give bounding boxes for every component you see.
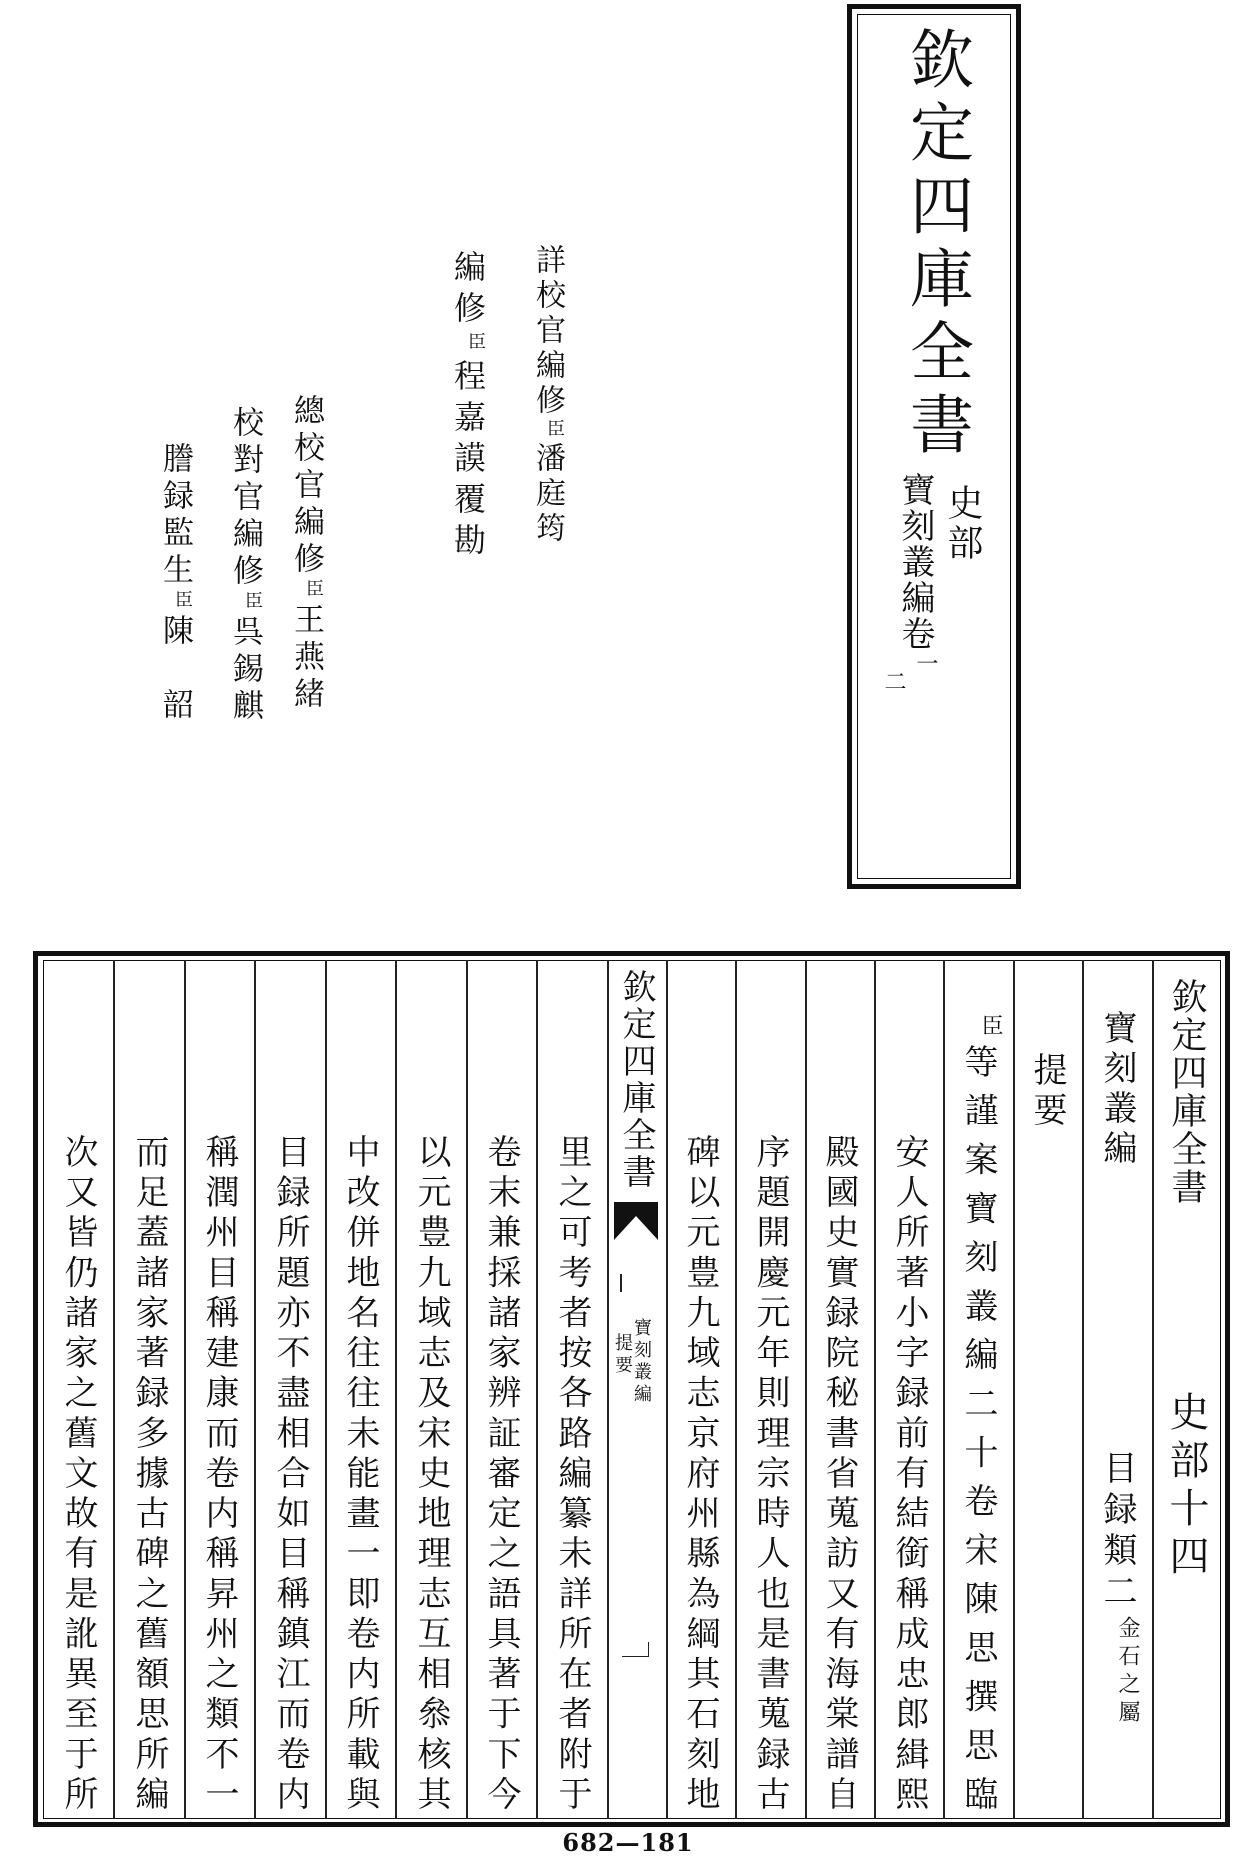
credit-line-collator <box>228 406 263 726</box>
text-line: 卷末兼採諸家辨証審定之語具著于下今 <box>481 1134 521 1810</box>
center-column-title: 欽定四庫全書 <box>616 969 656 1191</box>
column-rule <box>1013 960 1015 1819</box>
folio-book-title: 寶刻叢編 <box>1097 1010 1137 1170</box>
center-column-tick <box>620 1274 622 1292</box>
title-box-title: 欽定四庫全書 <box>899 26 973 464</box>
title-box-section: 史部 <box>942 484 983 564</box>
column-rule <box>536 960 538 1819</box>
folio-header-title: 欽定四庫全書 <box>1166 978 1207 1206</box>
credit-chen: 臣 <box>303 579 324 603</box>
credit-name: 程嘉謨覆勘 <box>449 359 487 564</box>
column-rule <box>254 960 256 1819</box>
text-line: 稱潤州目稱建康而卷内稱昇州之類不一 <box>199 1134 239 1810</box>
memorial-prefix: 臣 <box>978 1014 1003 1036</box>
credit-chen: 臣 <box>544 419 565 442</box>
credit-line-proofreader <box>530 244 564 547</box>
credit-office: 校對官編修 <box>227 406 263 591</box>
credit-chen: 臣 <box>465 332 486 359</box>
credit-name: 呉錫麒 <box>227 615 263 726</box>
credit-name: 王燕緒 <box>288 603 324 714</box>
title-box-volume: 寶刻叢編卷 <box>895 472 935 652</box>
column-rule <box>1152 960 1154 1819</box>
center-column-rule-left <box>607 960 609 1819</box>
center-column-bracket <box>622 1642 649 1657</box>
credit-name: 陳 韶 <box>157 614 193 725</box>
credit-name: 潘庭筠 <box>530 442 565 547</box>
credit-chen: 臣 <box>242 591 263 615</box>
text-line: 而足蓋諸家著録多據古碑之舊額思所編 <box>129 1134 169 1810</box>
text-line: 序題開慶元年則理宗時人也是書蒐録古 <box>750 1134 790 1810</box>
text-line: 里之可考者按各路編纂未詳所在者附于 <box>552 1134 592 1810</box>
column-rule <box>113 960 115 1819</box>
credit-office: 詳校官編修 <box>530 244 565 419</box>
center-column-rule-right <box>666 960 668 1819</box>
column-rule <box>805 960 807 1819</box>
folio-category-note: 金石之屬 <box>1115 1616 1140 1728</box>
credit-line-chief-collator <box>289 394 324 714</box>
column-rule <box>943 960 945 1819</box>
title-box-volume-note-right: 一 <box>913 652 938 674</box>
credit-line-reviewer <box>450 250 486 564</box>
text-line: 安人所著小字録前有結銜稱成忠郎緝熙 <box>889 1134 929 1810</box>
folio-heading: 提要 <box>1027 1052 1067 1132</box>
folio-category: 目録類二 <box>1097 1450 1137 1614</box>
page-number: 682—181 <box>562 1828 694 1857</box>
text-line: 殿國史實録院秘書省蒐訪又有海棠譜自 <box>819 1134 859 1810</box>
center-column-book: 寶刻叢編 <box>631 1318 652 1406</box>
fish-tail-mark <box>614 1202 658 1240</box>
credit-office: 編修 <box>449 250 487 332</box>
column-rule <box>325 960 327 1819</box>
credit-office: 總校官編修 <box>288 394 324 579</box>
credit-office: 謄録監生 <box>157 442 193 590</box>
column-rule <box>395 960 397 1819</box>
text-line: 碑以元豊九域志京府州縣為綱其石刻地 <box>680 1134 720 1810</box>
folio-header-section: 史部十四 <box>1163 1391 1209 1583</box>
text-line: 以元豊九域志及宋史地理志互相叅核其 <box>411 1134 451 1810</box>
column-rule <box>874 960 876 1819</box>
title-box-volume-note-left: 二 <box>881 670 906 692</box>
text-line: 中改併地名往往未能畫一即卷内所載與 <box>340 1134 380 1810</box>
center-column-section: 提要 <box>612 1333 633 1377</box>
column-rule <box>1082 960 1084 1819</box>
column-rule <box>466 960 468 1819</box>
text-line: 次又皆仍諸家之舊文故有是訛異至于所 <box>58 1134 98 1810</box>
credit-chen: 臣 <box>172 590 193 614</box>
text-line: 等謹案寶刻叢編二十卷宋陳思撰思臨 <box>958 1044 998 1810</box>
text-line: 目録所題亦不盡相合如目稱鎮江而卷内 <box>270 1134 310 1810</box>
credit-line-copyist <box>158 442 193 725</box>
column-rule <box>735 960 737 1819</box>
column-rule <box>184 960 186 1819</box>
